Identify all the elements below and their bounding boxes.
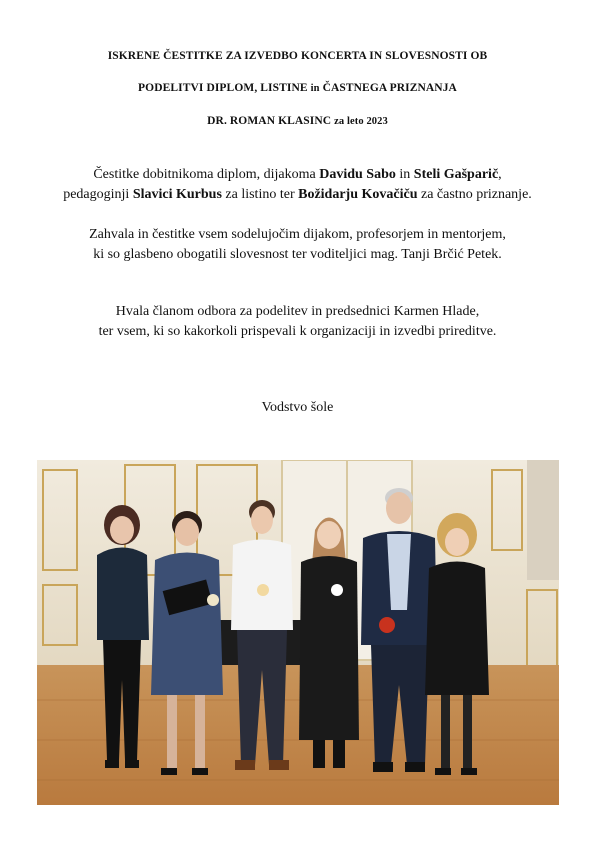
heading-line-3-b: za leto 2023 [334, 116, 388, 127]
name-davidu-sabo: Davidu Sabo [319, 167, 396, 182]
heading-line-2-in: in [310, 83, 320, 94]
p1-text-3: , [498, 167, 502, 182]
p3-line-2: ter vsem, ki so kakorkoli prispevali k organizaciji in izvedbi prireditve. [98, 324, 497, 339]
heading-line-3 [0, 115, 595, 127]
committee-thanks-paragraph [20, 302, 575, 342]
congratulations-paragraph [20, 165, 575, 205]
p2-line-1: Zahvala in čestitke vsem sodelujočim dijakom, profesorjem in mentorjem, [89, 227, 506, 242]
heading-line-2-a: PODELITVI DIPLOM, LISTINE [138, 82, 311, 94]
group-photo-illustration [37, 460, 559, 805]
p1-text-2: in [395, 167, 414, 182]
p1-text-5: za listino ter [221, 187, 299, 202]
name-steli-gasparic: Steli Gašparič [413, 167, 499, 182]
p2-line-2: ki so glasbeno obogatili slovesnost ter voditeljici mag. Tanji Brčić Petek. [93, 247, 502, 262]
group-photo [37, 460, 559, 805]
name-slavici-kurbus: Slavici Kurbus [132, 187, 222, 202]
heading-line-1: ISKRENE ČESTITKE ZA IZVEDBO KONCERTA IN SLOVESNOSTI OB [107, 50, 488, 62]
signature: Vodstvo šole [261, 400, 334, 415]
p1-text-4: pedagoginji [63, 187, 133, 202]
p3-line-1: Hvala članom odbora za podelitev in predsednici Karmen Hlade, [115, 304, 480, 319]
heading-line-2 [0, 82, 595, 94]
p1-text-1: Čestitke dobitnikoma diplom, dijakoma [93, 167, 320, 182]
thanks-paragraph [20, 225, 575, 265]
heading-line-3-a: DR. ROMAN KLASINC [207, 115, 335, 127]
heading-line-2-c: ČASTNEGA PRIZNANJA [319, 82, 457, 94]
name-bozidarju-kovacicu: Božidarju Kovačiču [298, 187, 418, 202]
p1-text-6: za častno priznanje. [417, 187, 532, 202]
